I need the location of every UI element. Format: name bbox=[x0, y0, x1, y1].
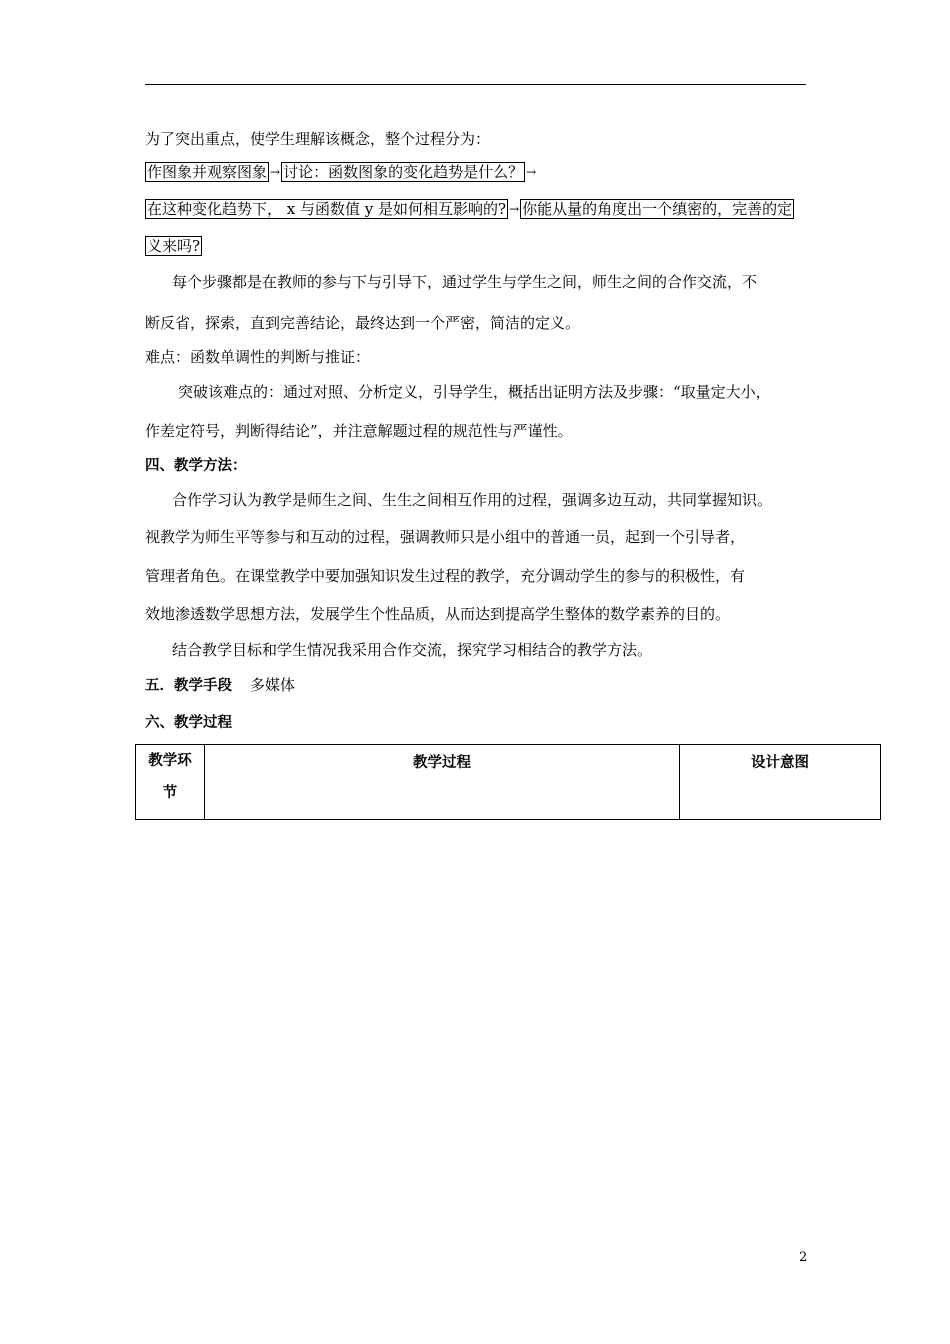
table-header-process: 教学过程 bbox=[205, 745, 680, 820]
arrow-right-icon: → bbox=[509, 202, 520, 216]
table-header-row bbox=[136, 745, 881, 820]
para1-line-2: 断反省，探索，直到完善结论，最终达到一个严密，简洁的定义。 bbox=[145, 314, 581, 332]
section6-heading: 六、教学过程 bbox=[145, 715, 232, 731]
arrow-right-icon: → bbox=[270, 165, 281, 179]
flow-step-3: 在这种变化趋势下， x 与函数值 y 是如何相互影响的? bbox=[147, 200, 507, 218]
flow-row-3 bbox=[145, 236, 202, 256]
table-header-intent: 设计意图 bbox=[680, 745, 881, 820]
section5-heading: 五．教学手段 bbox=[145, 678, 232, 694]
section4-line-3: 管理者角色。在课堂教学中要加强知识发生过程的教学，充分调动学生的参与的积极性，有 bbox=[145, 567, 746, 585]
arrow-right-icon: → bbox=[526, 165, 537, 179]
difficulty-line-1: 突破该难点的：通过对照、分析定义，引导学生，概括出证明方法及步骤：“取量定大小， bbox=[178, 383, 771, 401]
flow-step-2: 讨论：函数图象的变化趋势是什么？ bbox=[283, 163, 524, 181]
flow-step-1: 作图象并观察图象 bbox=[147, 163, 268, 181]
flow-step-4: 你能从量的角度出一个缜密的，完善的定 bbox=[522, 200, 793, 218]
section5-value: 多媒体 bbox=[250, 676, 296, 694]
flow-row-2 bbox=[145, 199, 794, 219]
table-header-stage-line-2: 节 bbox=[162, 785, 178, 801]
section4-line-5: 结合教学目标和学生情况我采用合作交流，探究学习相结合的教学方法。 bbox=[172, 641, 653, 659]
table-header-stage-line-1: 教学环 bbox=[148, 753, 192, 769]
intro-text: 为了突出重点，使学生理解该概念，整个过程分为： bbox=[145, 130, 491, 148]
flow-row-1 bbox=[145, 162, 537, 182]
difficulty-heading: 难点：函数单调性的判断与推证： bbox=[145, 348, 371, 366]
process-table bbox=[135, 744, 881, 820]
section5-row bbox=[145, 675, 295, 696]
section4-line-2: 视教学为师生平等参与和互动的过程，强调教师只是小组中的普通一员，起到一个引导者， bbox=[145, 528, 746, 546]
difficulty-line-2: 作差定符号，判断得结论”，并注意解题过程的规范性与严谨性。 bbox=[145, 422, 573, 440]
flow-step-4-cont: 义来吗? bbox=[147, 237, 201, 255]
page-number: 2 bbox=[799, 1250, 808, 1265]
section4-heading: 四、教学方法： bbox=[145, 458, 247, 474]
section4-line-1: 合作学习认为教学是师生之间、生生之间相互作用的过程，强调多边互动，共同掌握知识。 bbox=[172, 491, 773, 509]
header-rule bbox=[145, 84, 806, 85]
table-header-stage bbox=[136, 745, 205, 820]
section4-line-4: 效地渗透数学思想方法，发展学生个性品质，从而达到提高学生整体的数学素养的目的。 bbox=[145, 605, 731, 623]
para1-line-1: 每个步骤都是在教师的参与下与引导下，通过学生与学生之间，师生之间的合作交流，不 bbox=[172, 273, 758, 291]
